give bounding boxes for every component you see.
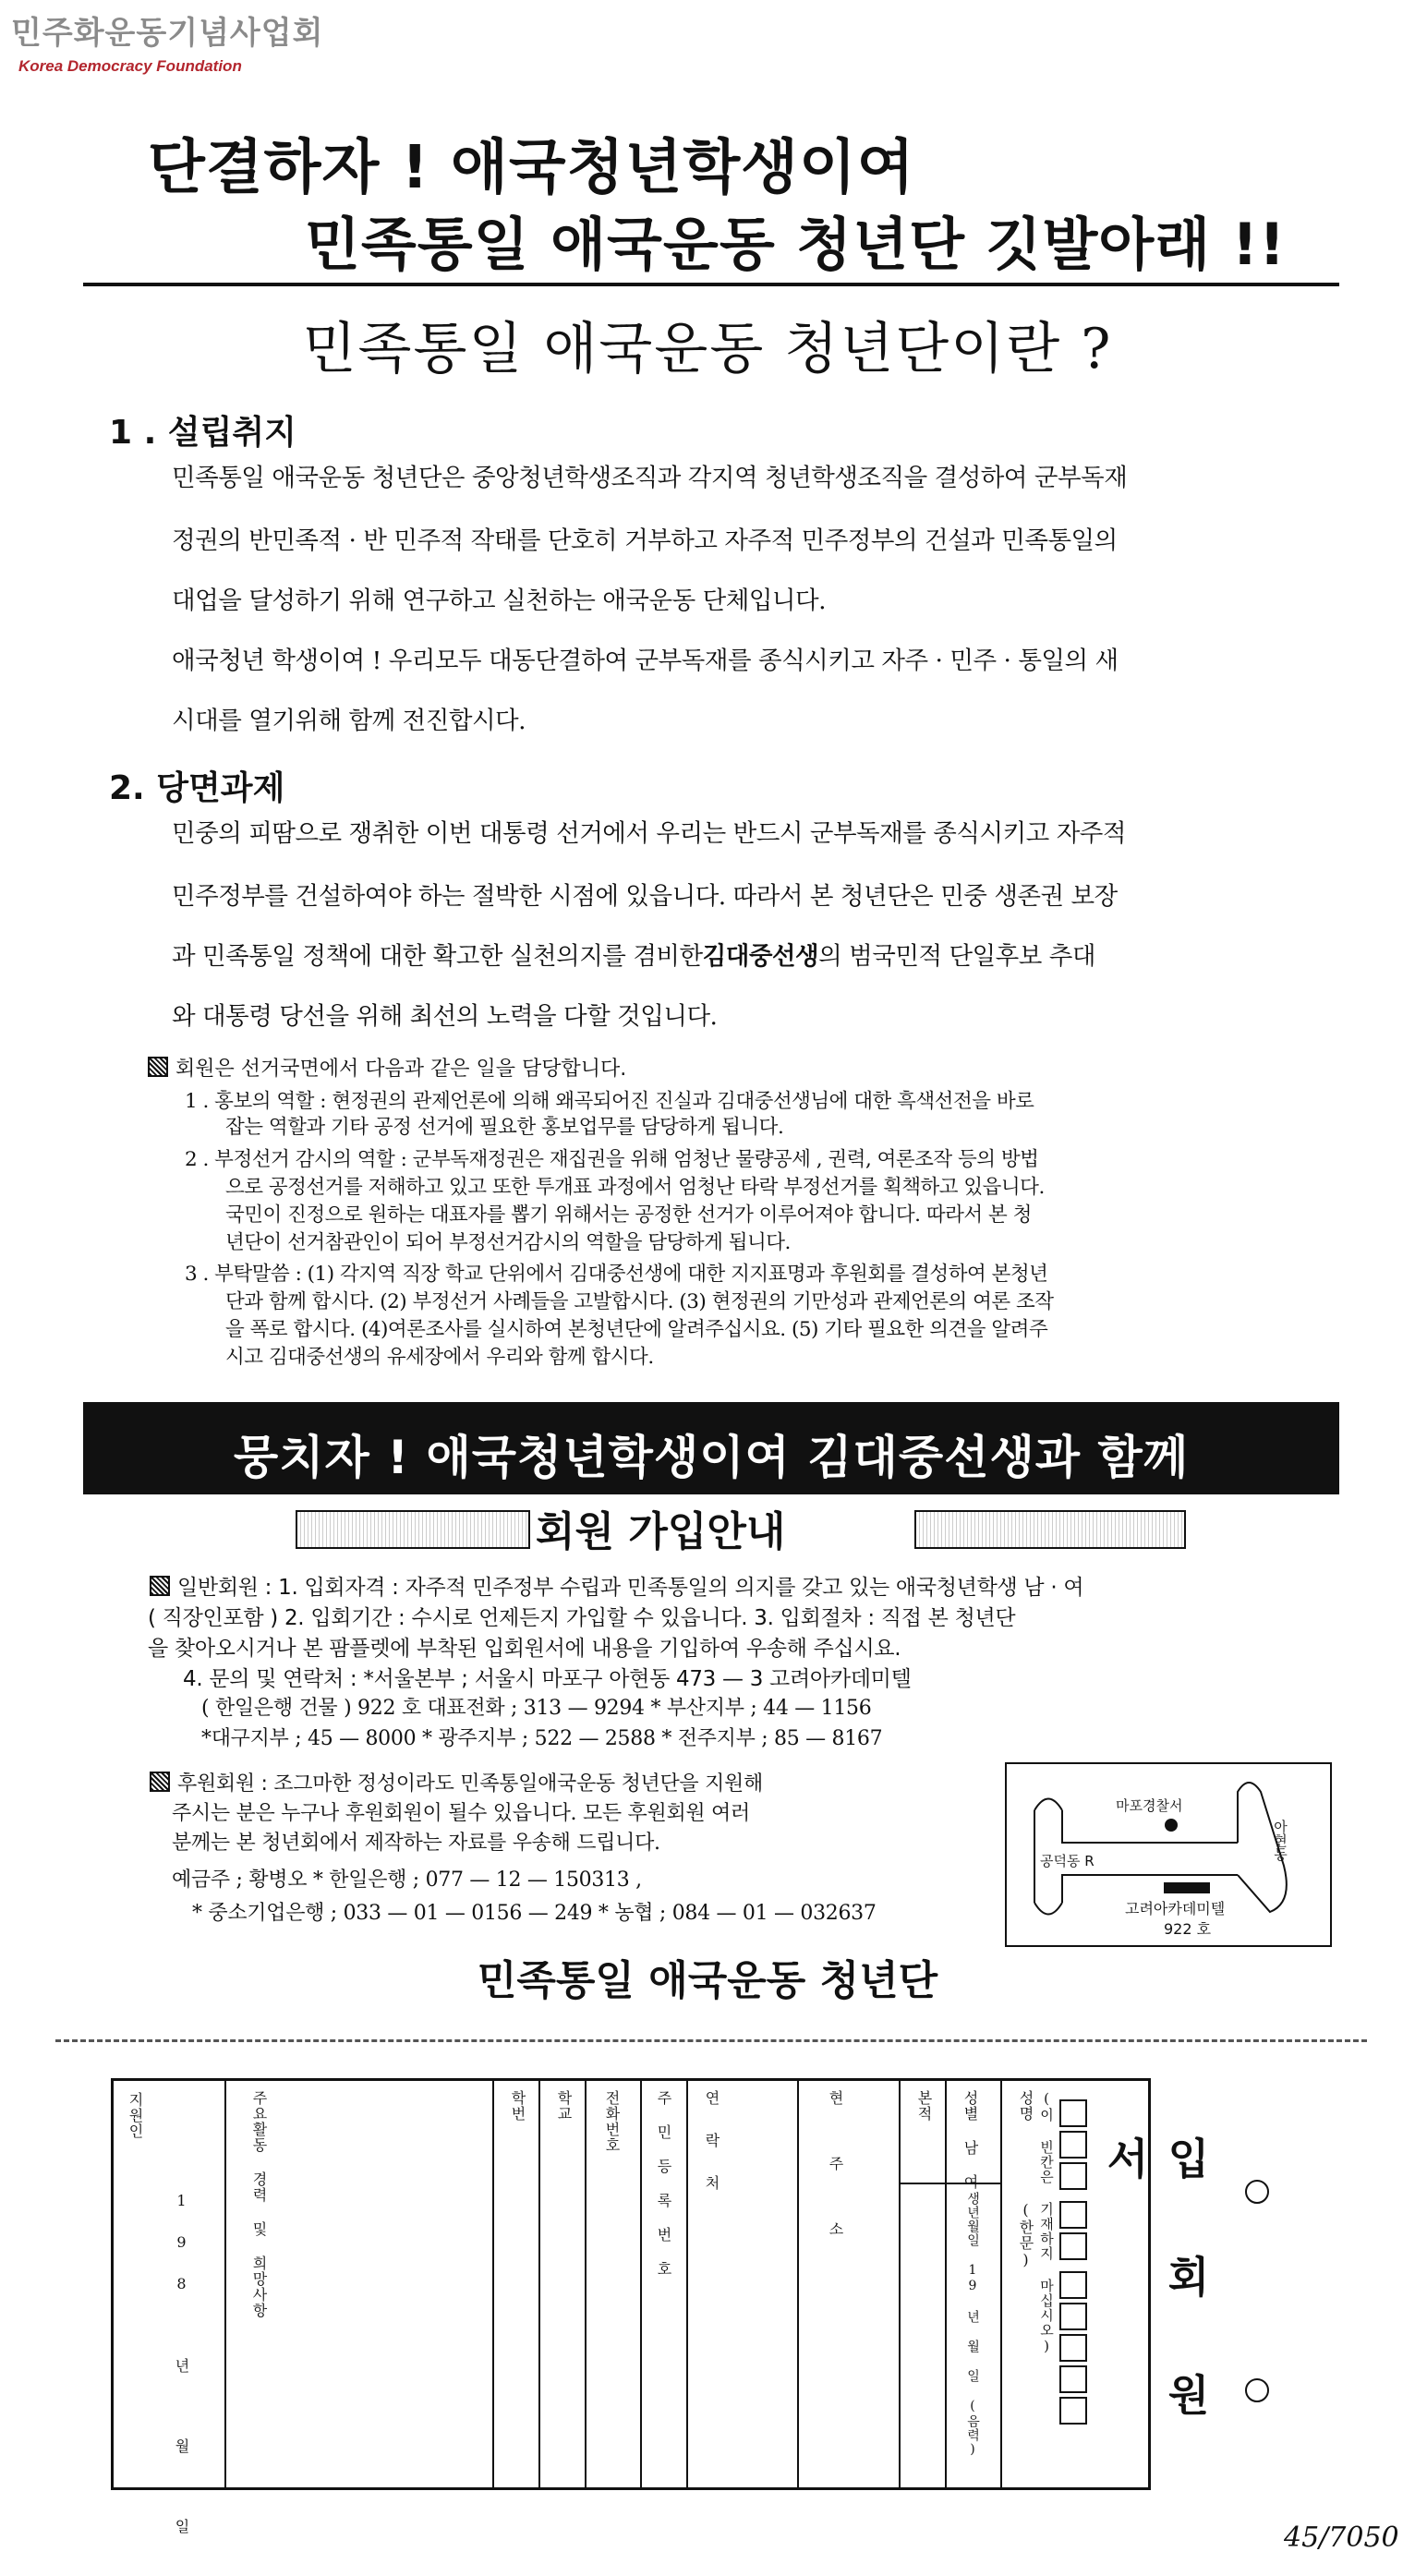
column-student-id: 학번 bbox=[509, 2090, 526, 2122]
column-activity: 주요활동 경력 및 희망사항 bbox=[250, 2090, 268, 2318]
application-form bbox=[111, 2078, 1211, 2558]
column-birth: 생년월일 19 년 월 일 (음력) bbox=[965, 2192, 980, 2458]
general-member-line: ( 한일은행 건물 ) 922 호 대표전화 ; 313 — 9294 * 부산지부 ; 44 — 1156 bbox=[201, 1697, 872, 1720]
foundation-logo-english: Korea Democracy Foundation bbox=[18, 57, 242, 75]
section-1-line: 정권의 반민족적 · 반 민주적 작태를 단호히 거부하고 자주적 민주정부의 건설과 민족통일의 bbox=[172, 526, 1118, 555]
column-gender: 성별 남 여 bbox=[961, 2090, 979, 2190]
column-name: 성명 bbox=[1017, 2090, 1034, 2122]
section-1-line: 민족통일 애국운동 청년단은 중앙청년학생조직과 각지역 청년학생조직을 결성하여 군부독재 bbox=[172, 464, 1128, 492]
page-subtitle: 민족통일 애국운동 청년단이란 ? bbox=[302, 317, 1113, 381]
duties-line: 년단이 선거참관인이 되어 부정선거감시의 역할을 담당하게 됩니다. bbox=[225, 1231, 791, 1254]
column-contact: 연락처 bbox=[703, 2090, 720, 2218]
decorative-box-right bbox=[914, 1510, 1186, 1549]
duties-line: 시고 김대중선생의 유세장에서 우리와 함께 합시다. bbox=[225, 1346, 654, 1369]
date-line: 198 년 월 일 bbox=[173, 2192, 190, 2558]
section-2-line: 민중의 피땀으로 쟁취한 이번 대통령 선거에서 우리는 반드시 군부독재를 종식시키고 자주적 bbox=[172, 819, 1126, 848]
section-1-line: 대업을 달성하기 위해 연구하고 실천하는 애국운동 단체입니다. bbox=[172, 587, 827, 615]
form-title: 입 회 원 서 bbox=[1100, 2136, 1211, 2428]
headline-line-2: 민족통일 애국운동 청년단 깃발아래 !! bbox=[305, 211, 1287, 278]
duties-line: 을 폭로 합시다. (4)여론조사를 실시하여 본청년단에 알려주십시요. (5) 기타 필요한 의견을 알려주 bbox=[225, 1318, 1048, 1341]
support-member-line: 예금주 ; 황병오 * 한일은행 ; 077 — 12 — 150313 , bbox=[172, 1869, 642, 1892]
column-resident-id: 주 민 등 록 번 호 bbox=[655, 2090, 672, 2277]
hatched-square-icon bbox=[148, 1057, 168, 1077]
general-member-line: 4. 문의 및 연락처 : *서울본부 ; 서울시 마포구 아현동 473 — 3 고려아카데미텔 bbox=[183, 1667, 912, 1691]
support-member-line: 분께는 본 청년회에서 제작하는 자료를 우송해 드립니다. bbox=[172, 1832, 660, 1855]
column-address: 현 주 소 bbox=[827, 2090, 844, 2253]
decorative-box-left bbox=[296, 1510, 530, 1549]
map-label-building: 고려아카데미텔 bbox=[1125, 1900, 1226, 1917]
headline-line-1: 단결하자 ! 애국청년학생이여 bbox=[148, 134, 915, 202]
general-member-line: 일반회원 : 1. 입회자격 : 자주적 민주정부 수립과 민족통일의 의지를 갖고 있는 애국청년학생 남 · 여 bbox=[150, 1570, 1083, 1601]
section-1-line: 애국청년 학생이여 ! 우리모두 대동단결하여 군부독재를 종식시키고 자주 · 민주 · 통일의 새 bbox=[172, 647, 1119, 675]
duties-line: 잡는 역할과 기타 공정 선거에 필요한 홍보업무를 담당하게 됩니다. bbox=[225, 1116, 784, 1139]
section-2-line: 민주정부를 건설하여야 하는 절박한 시점에 있읍니다. 따라서 본 청년단은 민중 생존권 보장 bbox=[172, 882, 1118, 911]
applicant-label: 지원인 bbox=[127, 2092, 144, 2139]
support-member-line: * 중소기업은행 ; 033 — 01 — 0156 — 249 * 농협 ; 084 — 01 — 032637 bbox=[192, 1902, 877, 1925]
duties-line: 2 . 부정선거 감시의 역할 : 군부독재정권은 재집권을 위해 엄청난 물량공세 , 권력, 여론조작 등의 방법 bbox=[185, 1148, 1039, 1171]
duties-line: 국민이 진정으로 원하는 대표자를 뽑기 위해서는 공정한 선거가 이루어져야 합니다. 따라서 본 청 bbox=[225, 1203, 1032, 1227]
hatched-square-icon bbox=[150, 1772, 170, 1792]
section-1-line: 시대를 열기위해 함께 전진합시다. bbox=[172, 707, 526, 735]
map-label-room: 922 호 bbox=[1164, 1920, 1212, 1938]
foundation-logo-korean: 민주화운동기념사업회 bbox=[11, 15, 324, 52]
section-2-line: 와 대통령 당선을 위해 최선의 노력을 다할 것입니다. bbox=[172, 1002, 718, 1031]
hatched-square-icon bbox=[150, 1576, 170, 1596]
punch-hole-circle bbox=[1245, 2378, 1269, 2402]
duties-line: 1 . 홍보의 역할 : 현정권의 관제언론에 의해 왜곡되어진 진실과 김대중선생님에 대한 흑색선전을 바로 bbox=[185, 1090, 1034, 1113]
duties-line: 단과 함께 합시다. (2) 부정선거 사례들을 고발합시다. (3) 현정권의 기만성과 관제언론의 여론 조작 bbox=[225, 1290, 1054, 1313]
cut-line bbox=[55, 2039, 1367, 2042]
divider bbox=[83, 283, 1339, 286]
section-2-line-3: 과 민족통일 정책에 대한 확고한 실천의지를 겸비한김대중선생의 범국민적 단일후보 추대 bbox=[172, 942, 1095, 971]
join-guide-title: 회원 가입안내 bbox=[536, 1508, 786, 1555]
section-1-heading: 1 . 설립취지 bbox=[109, 414, 296, 452]
hanja-label: (한문) bbox=[1017, 2201, 1034, 2269]
handwritten-number: 45/7050 bbox=[1284, 2522, 1399, 2554]
map-label-ahyeon: 아현동 bbox=[1272, 1820, 1288, 1861]
organization-name: 민족통일 애국운동 청년단 bbox=[477, 1957, 938, 2004]
map-label-gongdeok: 공덕동 R bbox=[1040, 1853, 1095, 1869]
general-member-line: *대구지부 ; 45 — 8000 * 광주지부 ; 522 — 2588 * 전주지부 ; 85 — 8167 bbox=[201, 1727, 883, 1750]
map-label-police: 마포경찰서 bbox=[1116, 1797, 1183, 1814]
section-2-heading: 2. 당면과제 bbox=[109, 769, 285, 807]
support-member-line: 후원회원 : 조그마한 정성이라도 민족통일애국운동 청년단을 지원해 bbox=[150, 1768, 763, 1796]
reserved-boxes bbox=[1059, 2099, 1087, 2428]
general-member-line: 을 찾아오시거나 본 팜플렛에 부착된 입회원서에 내용을 기입하여 우송해 주십시요. bbox=[148, 1637, 901, 1661]
duties-line: 으로 공정선거를 저해하고 있고 또한 투개표 과정에서 엄청난 타락 부정선거를 획책하고 있읍니다. bbox=[225, 1176, 1045, 1199]
punch-hole-circle bbox=[1245, 2180, 1269, 2204]
general-member-line: ( 직장인포함 ) 2. 입회기간 : 수시로 언제든지 가입할 수 있읍니다. 3. 입회절차 : 직접 본 청년단 bbox=[148, 1606, 1016, 1630]
column-domicile: 본적 bbox=[915, 2090, 933, 2122]
duties-heading: 회원은 선거국면에서 다음과 같은 일을 담당합니다. bbox=[148, 1053, 626, 1082]
reserved-note: (이 빈칸은 기재하지 마십시오) bbox=[1038, 2090, 1055, 2355]
duties-line: 3 . 부탁말씀 : (1) 각지역 직장 학교 단위에서 김대중선생에 대한 지지표명과 후원회를 결성하여 본청년 bbox=[185, 1263, 1048, 1286]
location-map bbox=[1005, 1762, 1332, 1947]
column-phone: 전화번호 bbox=[603, 2090, 621, 2153]
slogan-banner: 뭉치자 ! 애국청년학생이여 김대중선생과 함께 bbox=[83, 1402, 1339, 1494]
column-school: 학교 bbox=[555, 2090, 573, 2122]
support-member-line: 주시는 분은 누구나 후원회원이 될수 있읍니다. 모든 후원회원 여러 bbox=[172, 1802, 750, 1825]
